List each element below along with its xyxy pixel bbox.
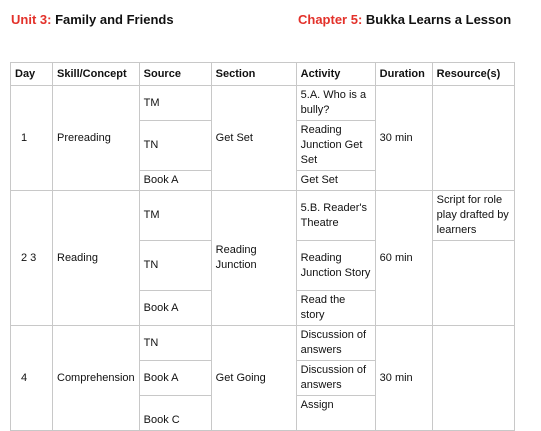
column-header-section: Section: [211, 63, 296, 86]
source-cell: TM: [139, 191, 211, 241]
activity-cell: Reading Junction Story: [296, 241, 375, 291]
activity-cell: Discussion of answers: [296, 361, 375, 396]
source-cell: Book A: [139, 171, 211, 191]
resource-cell: [432, 241, 514, 326]
day-cell: 2 3: [11, 191, 53, 326]
section-cell: Reading Junction: [211, 191, 296, 326]
lesson-plan-table: [10, 62, 515, 431]
source-cell: Book C: [139, 396, 211, 431]
resource-cell: [432, 326, 514, 431]
resource-cell: Script for role play drafted by learners: [432, 191, 514, 241]
column-header-activity: Activity: [296, 63, 375, 86]
section-cell: Get Set: [211, 86, 296, 191]
table-header-row: [11, 63, 515, 86]
source-cell: TN: [139, 241, 211, 291]
activity-cell: Get Set: [296, 171, 375, 191]
chapter-label: Chapter 5:: [298, 12, 363, 27]
section-cell: Get Going: [211, 326, 296, 431]
unit-label: Unit 3:: [11, 12, 52, 27]
skill-cell: Reading: [53, 191, 140, 326]
day-cell: 4: [11, 326, 53, 431]
source-cell: Book A: [139, 291, 211, 326]
activity-cell: Reading Junction Get Set: [296, 121, 375, 171]
activity-cell: 5.A. Who is a bully?: [296, 86, 375, 121]
skill-cell: Comprehension: [53, 326, 140, 431]
column-header-resources: Resource(s): [432, 63, 514, 86]
column-header-skill: Skill/Concept: [53, 63, 140, 86]
source-cell: Book A: [139, 361, 211, 396]
activity-cell: 5.B. Reader's Theatre: [296, 191, 375, 241]
column-header-duration: Duration: [375, 63, 432, 86]
table-row: [11, 326, 515, 361]
chapter-title: Bukka Learns a Lesson: [365, 12, 512, 27]
activity-cell: Assign: [296, 396, 375, 431]
activity-cell: Read the story: [296, 291, 375, 326]
duration-cell: 30 min: [375, 326, 432, 431]
day-cell: 1: [11, 86, 53, 191]
duration-cell: 60 min: [375, 191, 432, 326]
unit-heading: [11, 12, 174, 27]
table-row: [11, 86, 515, 121]
chapter-heading: [298, 12, 511, 27]
table-row: [11, 191, 515, 241]
source-cell: TN: [139, 326, 211, 361]
resource-cell: [432, 86, 514, 191]
activity-cell: Discussion of answers: [296, 326, 375, 361]
skill-cell: Prereading: [53, 86, 140, 191]
source-cell: TN: [139, 121, 211, 171]
unit-title: Family and Friends: [55, 12, 174, 27]
column-header-day: Day: [11, 63, 53, 86]
duration-cell: 30 min: [375, 86, 432, 191]
source-cell: TM: [139, 86, 211, 121]
column-header-source: Source: [139, 63, 211, 86]
